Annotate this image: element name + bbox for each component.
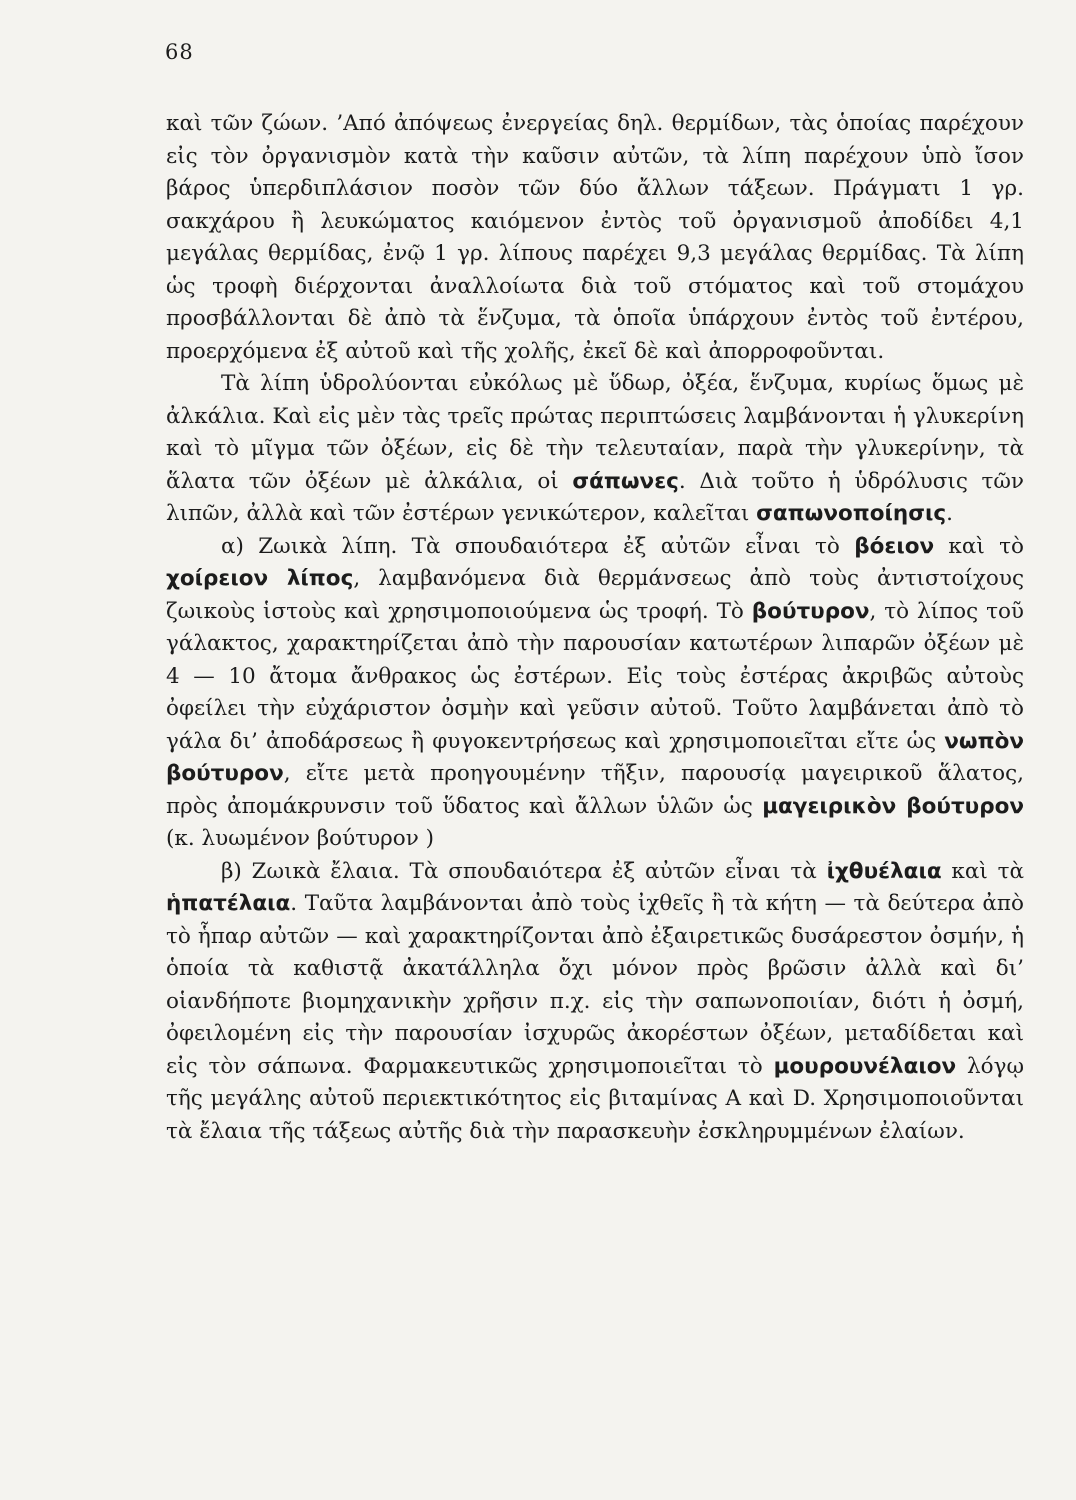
- text-run: .: [946, 501, 953, 526]
- bold-term: μουρουνέλαιον: [773, 1053, 957, 1079]
- bold-term: σάπωνες: [572, 468, 679, 494]
- paragraph: [166, 531, 1024, 856]
- bold-term: μαγειρικὸν βούτυρον: [762, 793, 1024, 819]
- page-number: 68: [165, 40, 194, 64]
- text-run: Τὰ λίπη ὑδρολύονται εὐκόλως μὲ ὕδωρ, ὀξέα, ἕνζυμα, κυρίως ὅμως μὲ ἀλκάλια. Καὶ εἰς μὲν τὰς τρεῖς πρώτας περιπτώσεις λαμβάνονται ἡ γλυκερίνη καὶ τὸ μῖγμα τῶν ὀξέων, εἰς δὲ τὴν τελευταίαν, παρὰ τὴν γλυκερίνην, τὰ ἅλατα τῶν ὀξέων μὲ ἀλκάλια, οἱ: [166, 371, 1024, 494]
- paragraph: [166, 368, 1024, 531]
- text-run: (κ. λυωμένον βούτυρον ): [166, 826, 435, 851]
- paragraph: [166, 856, 1024, 1149]
- text-run: καὶ τὸ: [934, 533, 1024, 559]
- body-text: [166, 108, 1024, 1148]
- bold-term: βόειον: [854, 533, 935, 559]
- text-run: . Διὰ τοῦτο ἡ ὑδρόλυσις τῶν λιπῶν, ἀλλὰ καὶ τῶν ἐστέρων γενικώτερον, καλεῖται: [166, 468, 1025, 526]
- text-run: καὶ τῶν ζώων. ’Από ἀπόψεως ἐνεργείας δηλ. θερμίδων, τὰς ὁποίας παρέχουν εἰς τὸν ὀργανισμὸν κατὰ τὴν καῦσιν αὐτῶν, τὰ λίπη παρέχουν ὑπὸ ἴσον βάρος ὑπερδιπλάσιον ποσὸν τῶν δύο ἄλλων τάξεων. Πράγματι 1 γρ. σακχάρου ἢ λευκώματος καιόμενον ἐντὸς τοῦ ὀργανισμοῦ ἀποδίδει 4,1 μεγάλας θερμίδας, ἐνῷ 1 γρ. λίπους παρέχει 9,3 μεγάλας θερμίδας. Τὰ λίπη ὡς τροφὴ διέρχονται ἀναλλοίωτα διὰ τοῦ στόματος καὶ τοῦ στομάχου προσβάλλονται δὲ ἀπὸ τὰ ἕνζυμα, τὰ ὁποῖα ὑπάρχουν ἐντὸς τοῦ ἐντέρου, προερχόμενα ἐξ αὐτοῦ καὶ τῆς χολῆς, ἐκεῖ δὲ καὶ ἀπορροφοῦνται.: [166, 111, 1024, 364]
- bold-term: ἡπατέλαια: [166, 891, 291, 916]
- bold-term: χοίρειον λίπος: [166, 566, 354, 591]
- text-run: , λαμβανόμενα διὰ θερμάνσεως ἀπὸ τοὺς ἀντιστοίχους ζωικοὺς ἱστοὺς καὶ χρησιμοποιούμενα ὡς τροφή. Τὸ: [166, 566, 1024, 624]
- text-run: λόγῳ τῆς μεγάλης αὐτοῦ περιεκτικότητος εἰς βιταμίνας Α καὶ D. Χρησιμοποιοῦνται τὰ ἔλαια τῆς τάξεως αὐτῆς διὰ τὴν παρασκευὴν ἐσκληρυμμένων ἐλαίων.: [166, 1053, 1024, 1144]
- bold-term: σαπωνοποίησις: [756, 501, 947, 526]
- text-run: , εἴτε μετὰ προηγουμένην τῆξιν, παρουσίᾳ μαγειρικοῦ ἅλατος, πρὸς ἀπομάκρυνσιν τοῦ ὕδατος καὶ ἄλλων ὑλῶν ὡς: [166, 761, 1024, 819]
- bold-term: βούτυρον: [751, 598, 870, 624]
- bold-term: νωπὸν βούτυρον: [166, 728, 1024, 786]
- text-run: , τὸ λίπος τοῦ γάλακτος, χαρακτηρίζεται ἀπὸ τὴν παρουσίαν κατωτέρων λιπαρῶν ὀξέων μὲ 4 — 10 ἄτομα ἄνθρακος ὡς ἐστέρων. Εἰς τοὺς ἐστέρας ἀκριβῶς αὐτοὺς ὀφείλει τὴν εὐχάριστον ὀσμὴν καὶ γεῦσιν αὐτοῦ. Τοῦτο λαμβάνεται ἀπὸ τὸ γάλα δι’ ἀποδάρσεως ἢ φυγοκεντρήσεως καὶ χρησιμοποιεῖται εἴτε ὡς: [166, 598, 1024, 754]
- text-run: β) Ζωικὰ ἔλαια. Τὰ σπουδαιότερα ἐξ αὐτῶν εἶναι τὰ: [221, 858, 827, 884]
- bold-term: ἰχθυέλαια: [826, 858, 942, 884]
- text-run: . Ταῦτα λαμβάνονται ἀπὸ τοὺς ἰχθεῖς ἢ τὰ κήτη — τὰ δεύτερα ἀπὸ τὸ ἧπαρ αὐτῶν — καὶ χαρακτηρίζονται ἀπὸ ἐξαιρετικῶς δυσάρεστον ὀσμήν, ἡ ὁποία τὰ καθιστᾷ ἀκατάλληλα ὄχι μόνον πρὸς βρῶσιν ἀλλὰ καὶ δι’ οἱανδήποτε βιομηχανικὴν χρῆσιν π.χ. εἰς τὴν σαπωνοποιίαν, διότι ἡ ὀσμή, ὀφειλομένη εἰς τὴν παρουσίαν ἰσχυρῶς ἀκορέστων ὀξέων, μεταδίδεται καὶ εἰς τὸν σάπωνα. Φαρμακευτικῶς χρησιμοποιεῖται τὸ: [166, 891, 1024, 1079]
- text-run: καὶ τὰ: [941, 858, 1025, 884]
- text-run: α) Ζωικὰ λίπη. Τὰ σπουδαιότερα ἐξ αὐτῶν εἶναι τὸ: [221, 533, 855, 559]
- paragraph: [166, 108, 1024, 368]
